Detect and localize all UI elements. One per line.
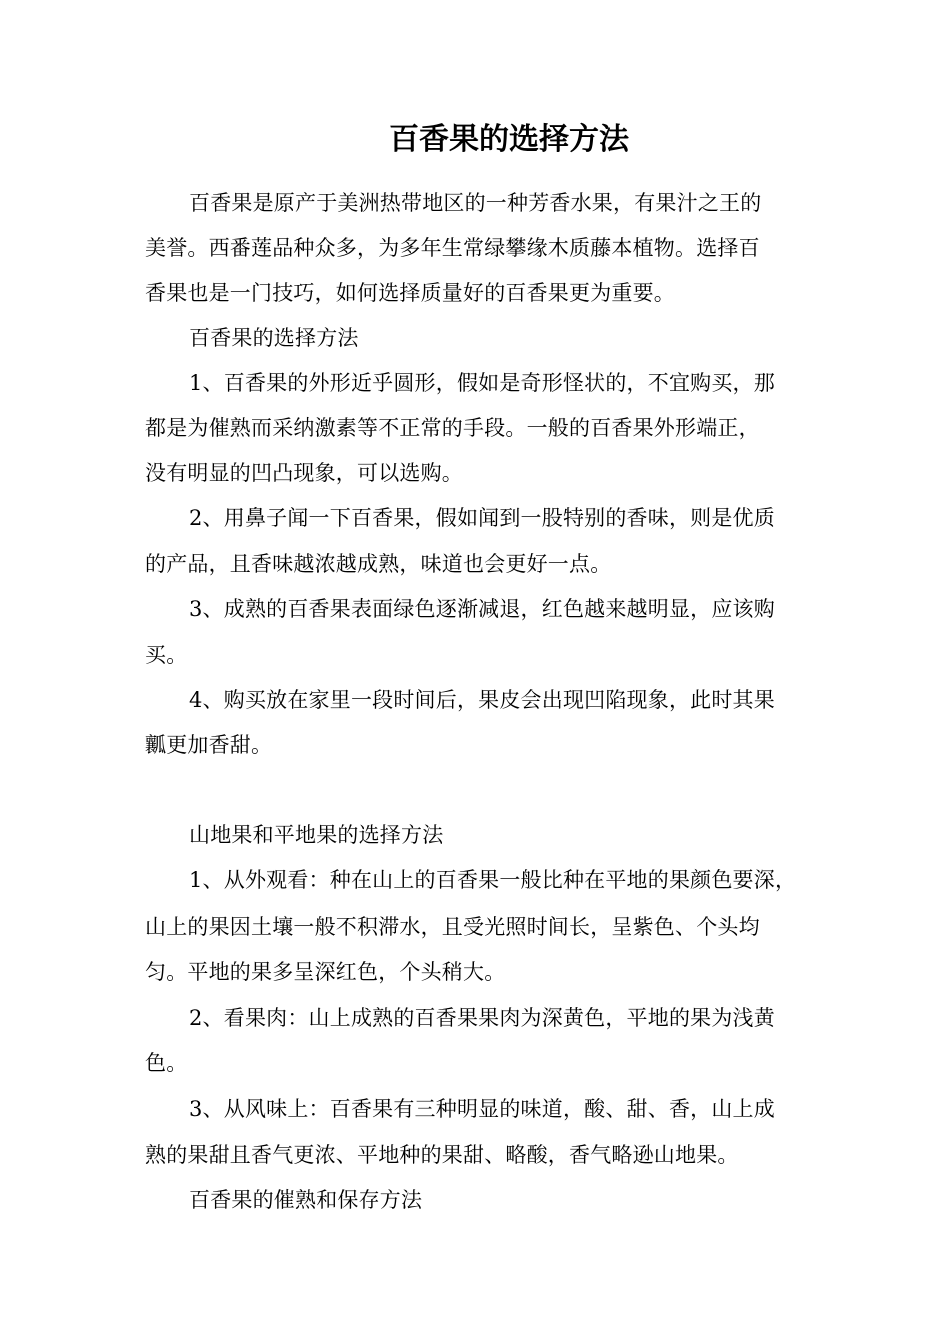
paragraph-line: 2、用鼻子闻一下百香果，假如闻到一股特别的香味，则是优质 (189, 506, 775, 530)
paragraph-line: 1、从外观看：种在山上的百香果一般比种在平地的果颜色要深， (189, 868, 797, 892)
paragraph-line: 没有明显的凹凸现象，可以选购。 (145, 461, 463, 485)
paragraph-line: 百香果是原产于美洲热带地区的一种芳香水果，有果汁之王的 (189, 191, 762, 215)
paragraph-line: 买。 (145, 643, 188, 667)
paragraph-line: 色。 (145, 1051, 188, 1075)
paragraph-line: 3、从风味上：百香果有三种明显的味道，酸、甜、香，山上成 (189, 1097, 775, 1121)
paragraph-line: 的产品，且香味越浓越成熟，味道也会更好一点。 (145, 552, 612, 576)
paragraph-line: 熟的果甜且香气更浓、平地种的果甜、略酸，香气略逊山地果。 (145, 1143, 739, 1167)
paragraph-line: 1、百香果的外形近乎圆形，假如是奇形怪状的，不宜购买，那 (189, 371, 775, 395)
document-title: 百香果的选择方法 (389, 122, 629, 157)
section-heading: 山地果和平地果的选择方法 (189, 823, 444, 847)
section-heading: 百香果的选择方法 (189, 326, 359, 350)
paragraph-line: 香果也是一门技巧，如何选择质量好的百香果更为重要。 (145, 281, 675, 305)
paragraph-line: 美誉。西番莲品种众多，为多年生常绿攀缘木质藤本植物。选择百 (145, 236, 760, 260)
paragraph-line: 4、购买放在家里一段时间后，果皮会出现凹陷现象，此时其果 (189, 688, 775, 712)
section-heading: 百香果的催熟和保存方法 (189, 1188, 423, 1212)
paragraph-line: 2、看果肉：山上成熟的百香果果肉为深黄色，平地的果为浅黄 (189, 1006, 775, 1030)
paragraph-line: 山上的果因土壤一般不积滞水，且受光照时间长，呈紫色、个头均 (145, 915, 760, 939)
paragraph-line: 匀。平地的果多呈深红色，个头稍大。 (145, 960, 506, 984)
paragraph-line: 3、成熟的百香果表面绿色逐渐减退，红色越来越明显，应该购 (189, 597, 775, 621)
paragraph-line: 瓤更加香甜。 (145, 733, 273, 757)
paragraph-line: 都是为催熟而采纳激素等不正常的手段。一般的百香果外形端正， (145, 416, 760, 440)
